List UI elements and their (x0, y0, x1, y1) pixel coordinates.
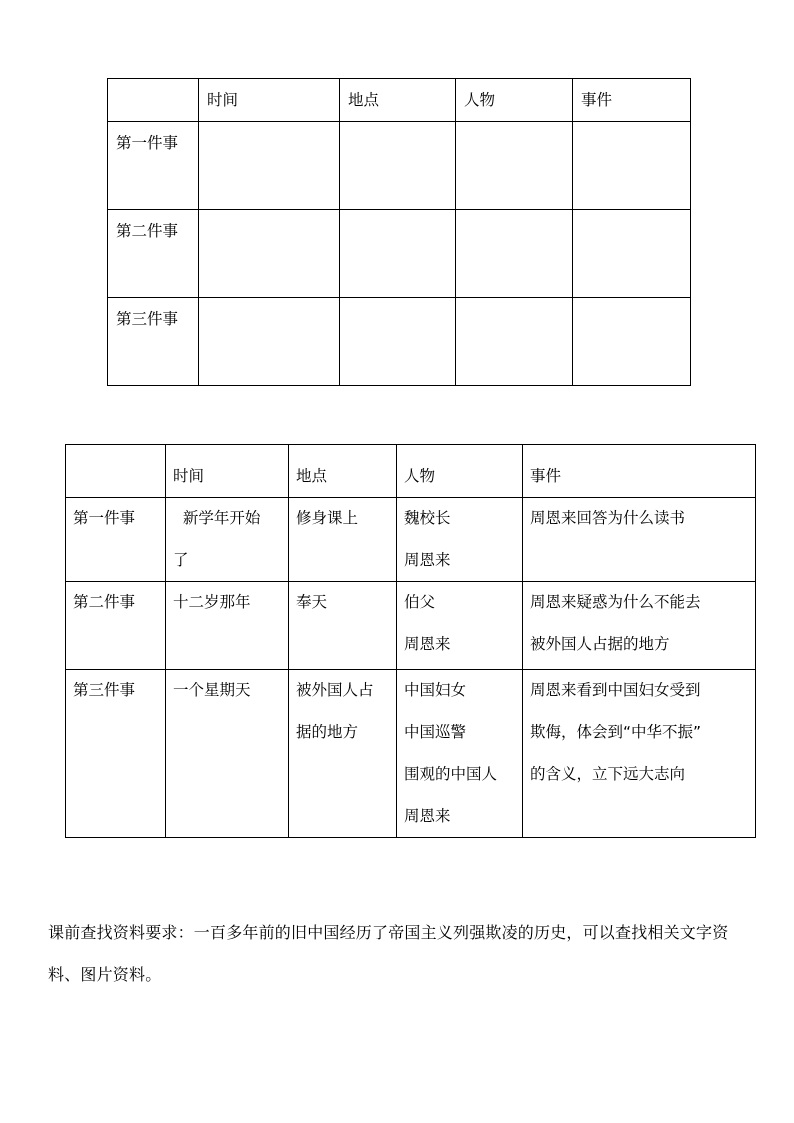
table-row (108, 210, 691, 298)
row-label: 第三件事 (108, 298, 199, 386)
cell-line: 十二岁那年 (173, 593, 251, 611)
header-cell-empty (108, 79, 199, 122)
place-cell (289, 670, 397, 838)
people-cell (397, 670, 523, 838)
cell-line: 周恩来 (404, 807, 451, 825)
time-cell (166, 670, 289, 838)
blank-cell[interactable] (573, 298, 691, 386)
cell-line: 一个星期天 (173, 681, 251, 699)
header-cell-time: 时间 (166, 445, 289, 498)
cell-line: 中国妇女 (404, 681, 467, 699)
blank-cell[interactable] (199, 298, 340, 386)
row-label: 第二件事 (108, 210, 199, 298)
cell-line: 第一件事 (73, 509, 136, 527)
header-cell-people: 人物 (456, 79, 573, 122)
event-cell (523, 670, 756, 838)
time-cell (166, 582, 289, 670)
row-label (66, 582, 166, 670)
table-row (66, 498, 756, 582)
table-row (108, 298, 691, 386)
cell-line: 周恩来 (404, 635, 451, 653)
blank-cell[interactable] (199, 210, 340, 298)
table-header-row (66, 445, 756, 498)
blank-cell[interactable] (456, 210, 573, 298)
blank-cell[interactable] (340, 122, 456, 210)
cell-line: 奉天 (296, 593, 328, 611)
cell-line: 欺侮，体会到“中华不振” (530, 723, 702, 741)
cell-line: 魏校长 (404, 509, 451, 527)
row-label: 第一件事 (108, 122, 199, 210)
place-cell (289, 582, 397, 670)
filled-events-table (65, 444, 756, 838)
blank-cell[interactable] (340, 298, 456, 386)
people-cell (397, 582, 523, 670)
cell-line: 被外国人占 (296, 681, 374, 699)
header-cell-people: 人物 (397, 445, 523, 498)
header-cell-event: 事件 (573, 79, 691, 122)
people-cell (397, 498, 523, 582)
place-cell (289, 498, 397, 582)
cell-line: 了 (173, 551, 189, 569)
cell-line: 第三件事 (73, 681, 136, 699)
cell-line: 新学年开始 (173, 509, 261, 527)
blank-cell[interactable] (573, 210, 691, 298)
cell-line: 周恩来看到中国妇女受到 (530, 681, 701, 699)
blank-cell[interactable] (199, 122, 340, 210)
header-cell-place: 地点 (340, 79, 456, 122)
blank-cell[interactable] (573, 122, 691, 210)
header-cell-place: 地点 (289, 445, 397, 498)
time-cell (166, 498, 289, 582)
event-cell (523, 582, 756, 670)
table-row (108, 122, 691, 210)
table-row (66, 670, 756, 838)
row-label (66, 670, 166, 838)
blank-cell[interactable] (456, 122, 573, 210)
table-row (66, 582, 756, 670)
cell-line: 的含义，立下远大志向 (530, 765, 686, 783)
cell-line: 修身课上 (296, 509, 359, 527)
cell-line: 周恩来 (404, 551, 451, 569)
cell-line: 据的地方 (296, 723, 359, 741)
event-cell (523, 498, 756, 582)
header-cell-time: 时间 (199, 79, 340, 122)
cell-line: 周恩来疑惑为什么不能去 (530, 593, 701, 611)
cell-line: 伯父 (404, 593, 436, 611)
blank-cell[interactable] (340, 210, 456, 298)
header-cell-empty (66, 445, 166, 498)
research-requirement-note: 课前查找资料要求：一百多年前的旧中国经历了帝国主义列强欺凌的历史，可以查找相关文字资料、图片资料。 (48, 923, 729, 984)
header-cell-event: 事件 (523, 445, 756, 498)
cell-line: 周恩来回答为什么读书 (530, 509, 686, 527)
row-label (66, 498, 166, 582)
blank-events-table (107, 78, 691, 386)
cell-line: 围观的中国人 (404, 765, 498, 783)
cell-line: 第二件事 (73, 593, 136, 611)
cell-line: 被外国人占据的地方 (530, 635, 670, 653)
table-header-row (108, 79, 691, 122)
blank-cell[interactable] (456, 298, 573, 386)
cell-line: 中国巡警 (404, 723, 467, 741)
